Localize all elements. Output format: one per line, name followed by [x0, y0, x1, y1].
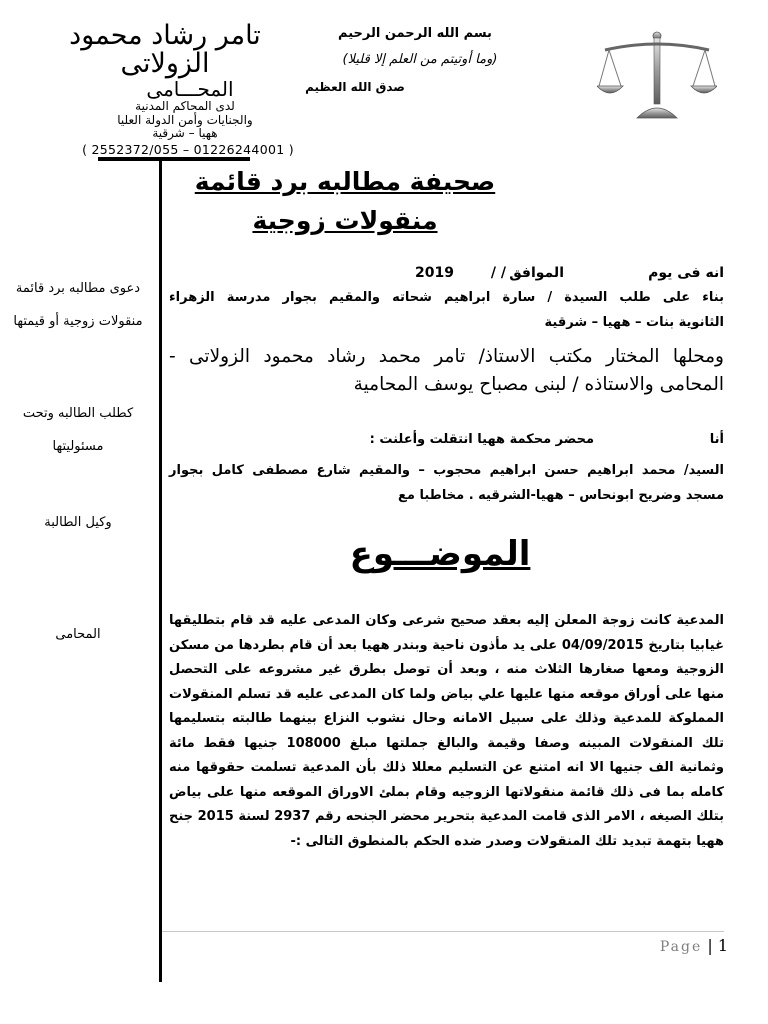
- request-line-1: بناء على طلب السيدة / سارة ابراهيم شحاته والمقيم بجوار مدرسة الزهراء: [169, 290, 724, 305]
- date-line: [170, 265, 724, 285]
- document-title: صحيفة مطالبه برد قائمة منقولات زوجية: [194, 167, 496, 235]
- courts-line-2: والجنايات وأمن الدولة العليا: [117, 113, 253, 127]
- sidebar-lawyer: المحامى: [55, 627, 101, 642]
- page-number: 1: [717, 936, 728, 955]
- subject-paragraph: المدعية كانت زوجة المعلن إليه بعقد صحيح شرعى وكان المدعى عليه قد قام بتطليقها غيابيا بتاريخ 04/09/2015 على يد مأذون ناحية وبندر ههيا بعد أن قام بطردها من مسكن الزوجية ومعها صغارها الثلاث منه ، وبعد أن توصل بطرق غير مشروعه على التحصل منها على أوراق موقعه منها عليها علي بياض ولما كان المدعى عليه قد تسلم المنقولات المملوكة للمدعية وذلك على سبيل الامانه وحال نشوب النزاع بينهما طالبته بتسليمها تلك المنقولات المبينه وصفا وقيمة والبالغ جملتها مبلغ 108000 جنيها فقط مائة وثمانية الف جنيها الا انه امتنع عن التسليم معللا ذلك بأن المدعية تسلمت حقوقها منه كامله بما فى ذلك قائمة منقولاتها الزوجيه وقام بملئ الاوراق الموقعه منها على بياض بتلك الصيغه ، الامر الذى قامت المدعية بتحرير محضر الجنحه رقم 2937 لسنة 2015 جنح ههيا بتهمة تبديد تلك المنقولات وصدر ضده الحكم بالمنطوق التالى :-: [169, 613, 724, 849]
- basmala: بسم الله الرحمن الرحيم: [338, 26, 492, 41]
- phone-numbers: ( 2552372/055 – 01226244001 ): [82, 142, 294, 157]
- margin-rule: [159, 160, 162, 982]
- page-label: Page: [659, 939, 703, 955]
- sadaq-line: صدق الله العظيم: [305, 80, 405, 94]
- lawyer-name: تامر رشاد محمود الزولاتى: [69, 20, 261, 79]
- date-agreed: الموافق: [509, 265, 564, 281]
- office-line: ومحلها المختار مكتب الاستاذ/ تامر محمد رشاد محمود الزولاتى - المحامى والاستاذه / لبنى مصباح يوسف المحامية: [169, 346, 724, 395]
- defendant-line: السيد/ محمد ابراهيم حسن ابراهيم محجوب – والمقيم شارع مصطفى كامل بجوار مسجد وضريح ابونحاس – ههيا-الشرقيه . مخاطبا مع: [169, 463, 724, 503]
- location-line: ههيا – شرقية: [152, 126, 218, 140]
- quran-verse: (وما أوتيتم من العلم إلا قليلا): [342, 52, 498, 67]
- sidebar-agent: وكيل الطالبة: [44, 515, 112, 530]
- request-line-2: الثانوية بنات – ههيا – شرقية: [544, 315, 724, 330]
- bailiff-text: محضر محكمة ههيا انتقلت وأعلنت :: [369, 432, 594, 447]
- date-slashes: / /: [490, 265, 506, 281]
- sidebar-request: كطلب الطالبه وتحت مسئوليتها: [22, 406, 134, 454]
- subject-heading: الموضـــوع: [349, 534, 531, 574]
- footer-rule: [162, 931, 724, 932]
- header-rule: [98, 157, 250, 161]
- sidebar-case-type: دعوى مطالبه برد قائمة منقولات زوجية أو قيمتها: [13, 281, 143, 329]
- scales-of-justice-icon: [597, 28, 717, 123]
- date-year: 2019: [415, 265, 454, 281]
- bailiff-me: أنا: [709, 432, 724, 447]
- page-number-footer: [628, 936, 728, 955]
- lawyer-title: المحـــامى: [146, 77, 234, 101]
- page-separator: |: [707, 936, 713, 955]
- bailiff-line: [169, 432, 724, 450]
- courts-line-1: لدى المحاكم المدنية: [135, 99, 235, 113]
- date-prefix: انه فى يوم: [648, 265, 724, 281]
